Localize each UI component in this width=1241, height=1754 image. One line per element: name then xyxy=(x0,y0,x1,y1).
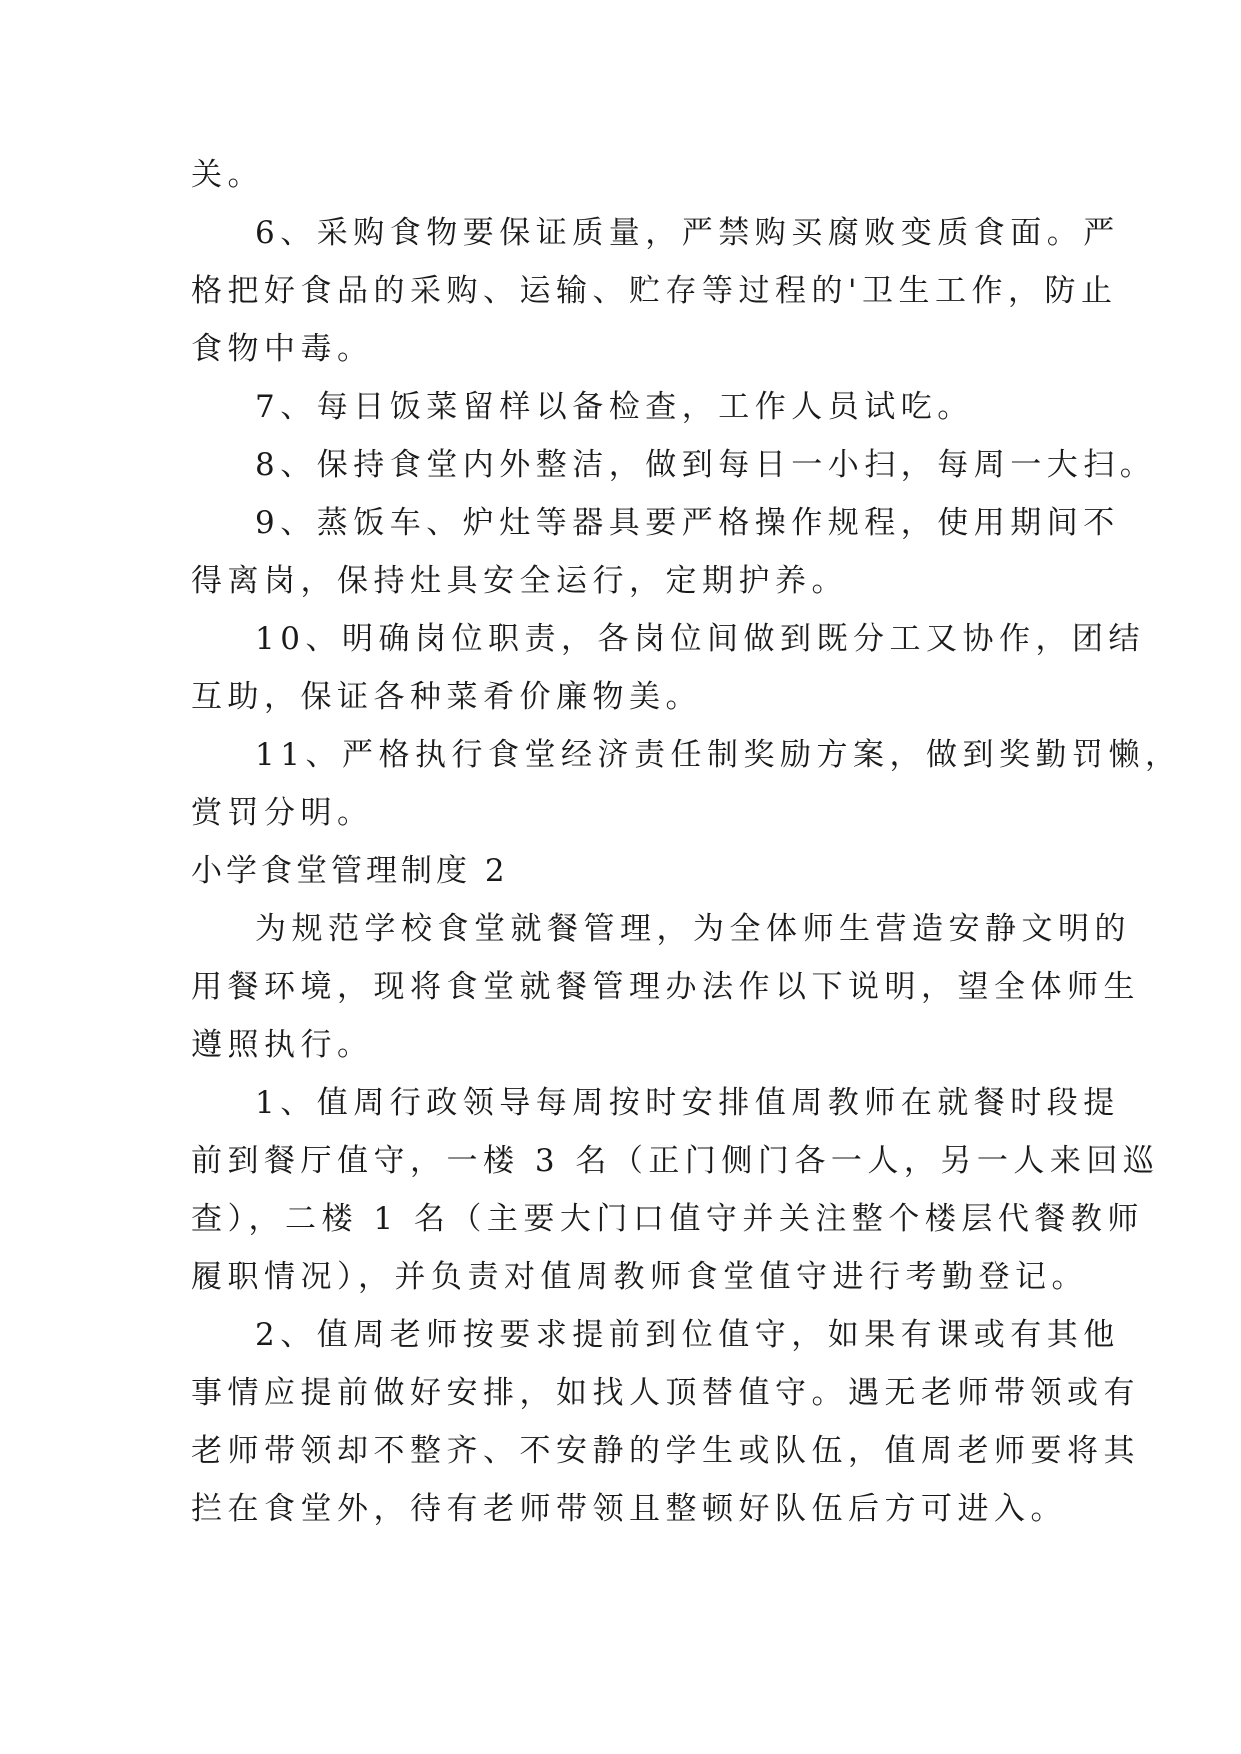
paragraph-line: 9、蒸饭车、炉灶等器具要严格操作规程，使用期间不 xyxy=(255,505,1120,541)
paragraph-line: 6、采购食物要保证质量，严禁购买腐败变质食面。严 xyxy=(255,215,1120,251)
document-body xyxy=(191,156,1182,1548)
paragraph-line: 得离岗，保持灶具安全运行，定期护养。 xyxy=(191,563,848,599)
paragraph-line: 11、严格执行食堂经济责任制奖励方案，做到奖勤罚懒， xyxy=(255,737,1182,773)
paragraph-line: 8、保持食堂内外整洁，做到每日一小扫，每周一大扫。 xyxy=(255,447,1157,483)
paragraph-line: 2、值周老师按要求提前到位值守，如果有课或有其他 xyxy=(255,1317,1120,1353)
paragraph-line: 前到餐厅值守，一楼 3 名（正门侧门各一人，另一人来回巡 xyxy=(191,1143,1160,1179)
paragraph-line: 格把好食品的采购、运输、贮存等过程的'卫生工作，防止 xyxy=(191,273,1118,309)
paragraph-line: 拦在食堂外，待有老师带领且整顿好队伍后方可进入。 xyxy=(191,1491,1067,1527)
paragraph-line: 10、明确岗位职责，各岗位间做到既分工又协作，团结 xyxy=(255,621,1145,657)
paragraph-line: 事情应提前做好安排，如找人顶替值守。遇无老师带领或有 xyxy=(191,1375,1140,1411)
paragraph-line: 老师带领却不整齐、不安静的学生或队伍，值周老师要将其 xyxy=(191,1433,1140,1469)
section-heading: 小学食堂管理制度 2 xyxy=(191,853,509,889)
paragraph-line: 用餐环境，现将食堂就餐管理办法作以下说明，望全体师生 xyxy=(191,969,1140,1005)
paragraph-line: 遵照执行。 xyxy=(191,1027,374,1063)
paragraph-line: 为规范学校食堂就餐管理，为全体师生营造安静文明的 xyxy=(255,911,1131,947)
paragraph-line: 互助，保证各种菜肴价廉物美。 xyxy=(191,679,702,715)
paragraph-line: 履职情况），并负责对值周教师食堂值守进行考勤登记。 xyxy=(191,1259,1088,1295)
paragraph-line: 7、每日饭菜留样以备检查，工作人员试吃。 xyxy=(255,389,974,425)
paragraph-line: 赏罚分明。 xyxy=(191,795,374,831)
paragraph-line: 1、值周行政领导每周按时安排值周教师在就餐时段提 xyxy=(255,1085,1120,1121)
paragraph-line: 关。 xyxy=(191,157,264,193)
paragraph-line: 食物中毒。 xyxy=(191,331,374,367)
paragraph-line: 查），二楼 1 名（主要大门口值守并关注整个楼层代餐教师 xyxy=(191,1201,1144,1237)
